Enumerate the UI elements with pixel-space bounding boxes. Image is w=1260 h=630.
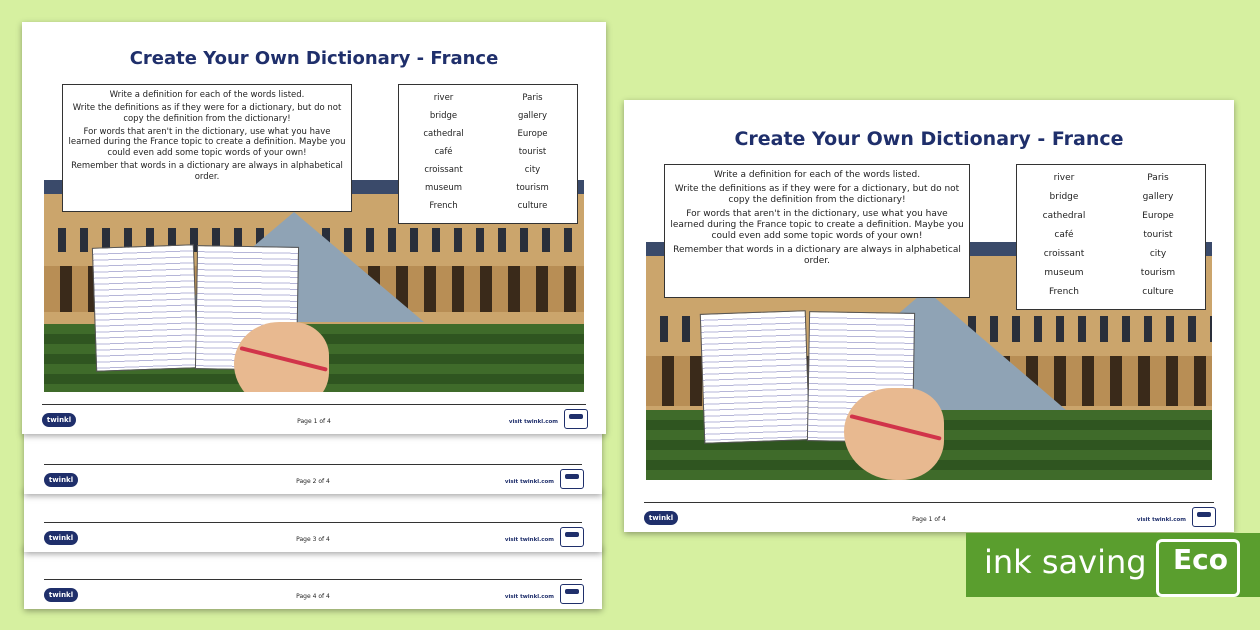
eco-label: Eco [1173, 543, 1228, 576]
word-column-2 [488, 85, 577, 223]
visit-link: visit twinkl.com [504, 479, 554, 485]
word-item: Europe [1142, 211, 1174, 221]
word-item: gallery [1142, 192, 1174, 202]
page-2-sheet [24, 430, 602, 494]
page-number: Page 1 of 4 [297, 418, 331, 425]
word-item: café [1054, 230, 1074, 240]
visit-link: visit twinkl.com [1136, 517, 1186, 523]
page-number: Page 2 of 4 [296, 478, 330, 485]
word-item: French [1049, 287, 1079, 297]
page-footer [24, 579, 602, 609]
word-item: gallery [517, 111, 548, 121]
quality-badge-icon [564, 409, 588, 429]
word-item: river [433, 93, 454, 103]
page-number: Page 3 of 4 [296, 536, 330, 543]
word-column-1 [399, 85, 488, 223]
word-item: croissant [1043, 249, 1085, 259]
word-item: city [1149, 249, 1167, 259]
word-item: museum [425, 183, 462, 193]
word-item: cathedral [423, 129, 464, 139]
word-item: bridge [1049, 192, 1079, 202]
instructions-box [62, 84, 352, 212]
instruction-2: Write the definitions as if they were for a dictionary, but do not copy the definition from the dictionary! [72, 103, 342, 124]
instruction-4: Remember that words in a dictionary are always in alphabetical order. [71, 161, 343, 182]
footer-rule [44, 464, 582, 465]
quality-badge-icon [560, 469, 584, 489]
page-4-sheet [24, 545, 602, 609]
ink-saving-eco-badge [966, 533, 1260, 597]
quality-badge-icon [1192, 507, 1216, 527]
footer-rule [44, 522, 582, 523]
page-footer [624, 502, 1234, 532]
word-item: river [1053, 173, 1075, 183]
word-list-box [1016, 164, 1206, 310]
visit-link: visit twinkl.com [508, 419, 558, 425]
instruction-1: Write a definition for each of the words listed. [713, 170, 921, 180]
word-item: tourism [1140, 268, 1176, 278]
twinkl-logo: twinkl [44, 473, 78, 487]
page-1-sheet-left [22, 22, 606, 434]
word-item: Paris [1147, 173, 1169, 183]
page-footer [24, 464, 602, 494]
word-column-1 [1017, 165, 1111, 309]
quality-badge-icon [560, 527, 584, 547]
footer-rule [644, 502, 1214, 503]
word-item: Europe [517, 129, 548, 139]
word-item: French [429, 201, 458, 211]
ink-saving-label: ink saving [984, 543, 1147, 581]
word-item: culture [517, 201, 548, 211]
page-number: Page 1 of 4 [912, 516, 946, 523]
page-3-sheet [24, 488, 602, 552]
quality-badge-icon [560, 584, 584, 604]
twinkl-logo: twinkl [644, 511, 678, 525]
visit-link: visit twinkl.com [504, 537, 554, 543]
twinkl-logo: twinkl [44, 588, 78, 602]
notebook-left-page [92, 244, 198, 371]
instruction-3: For words that aren't in the dictionary, use what you have learned during the France topic to create a definition. Maybe you could even add some topic words of your own! [68, 127, 346, 158]
worksheet-title: Create Your Own Dictionary - France [129, 48, 499, 69]
word-column-2 [1111, 165, 1205, 309]
word-item: croissant [424, 165, 463, 175]
page-footer [24, 522, 602, 552]
instruction-2: Write the definitions as if they were for a dictionary, but do not copy the definition from the dictionary! [674, 183, 960, 205]
instruction-3: For words that aren't in the dictionary, use what you have learned during the France topic to create a definition. Maybe you could even add some topic words of your own! [670, 208, 964, 241]
word-list-box [398, 84, 578, 224]
twinkl-logo: twinkl [44, 531, 78, 545]
page-1-sheet-right [624, 100, 1234, 532]
visit-link: visit twinkl.com [504, 594, 554, 600]
word-item: culture [1142, 287, 1174, 297]
word-item: city [524, 165, 541, 175]
word-item: Paris [522, 93, 543, 103]
word-item: museum [1044, 268, 1084, 278]
word-item: tourist [518, 147, 547, 157]
page-footer [22, 404, 606, 434]
word-item: tourist [1143, 230, 1173, 240]
worksheet-title: Create Your Own Dictionary - France [734, 128, 1124, 150]
word-item: café [434, 147, 453, 157]
instructions-box [664, 164, 970, 298]
word-item: cathedral [1042, 211, 1086, 221]
instruction-1: Write a definition for each of the words listed. [109, 90, 305, 100]
notebook-left-page [700, 310, 810, 444]
instruction-4: Remember that words in a dictionary are always in alphabetical order. [673, 244, 961, 266]
footer-rule [44, 579, 582, 580]
page-number: Page 4 of 4 [296, 593, 330, 600]
word-item: bridge [429, 111, 458, 121]
footer-rule [42, 404, 586, 405]
twinkl-logo: twinkl [42, 413, 76, 427]
word-item: tourism [516, 183, 549, 193]
